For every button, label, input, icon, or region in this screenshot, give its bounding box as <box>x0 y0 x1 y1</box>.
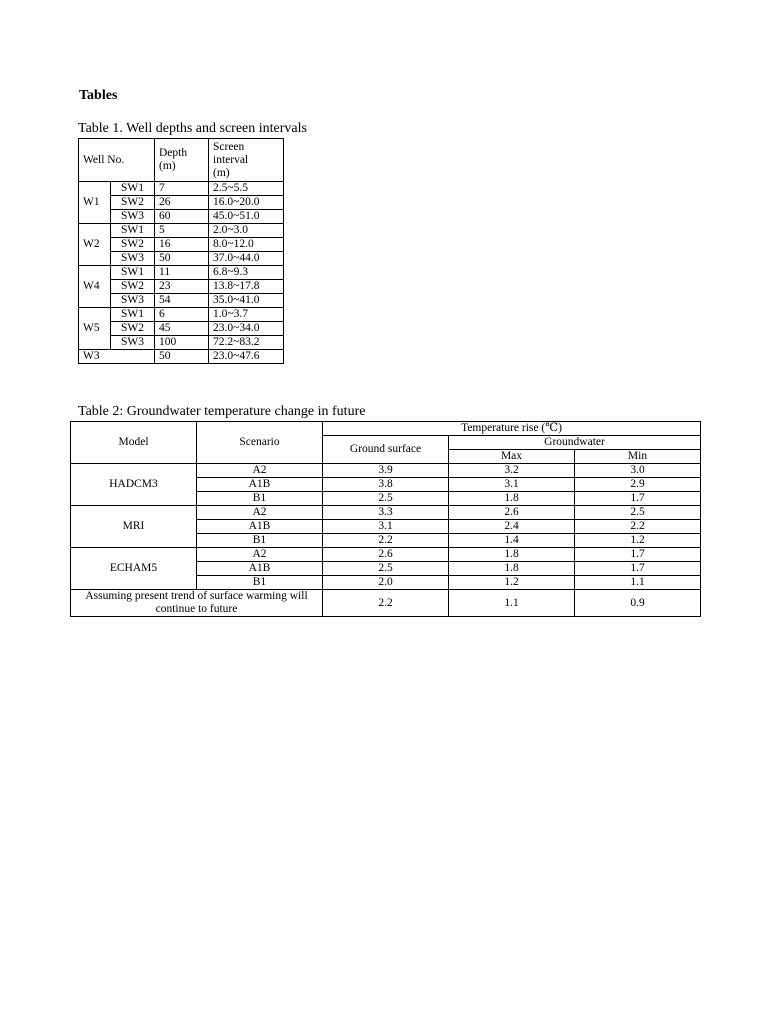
ground-surface-value: 3.3 <box>323 506 449 520</box>
depth-value: 50 <box>155 252 209 266</box>
screen-interval-value: 6.8~9.3 <box>209 266 284 280</box>
scenario-value: A1B <box>197 562 323 576</box>
depth-value: 54 <box>155 294 209 308</box>
screen-interval-value: 45.0~51.0 <box>209 210 284 224</box>
trend-assumption-label: Assuming present trend of surface warming will continue to future <box>71 590 323 617</box>
sub-well: SW1 <box>111 308 155 322</box>
header-max: Max <box>449 450 575 464</box>
groundwater-max-value: 1.2 <box>449 576 575 590</box>
depth-value: 60 <box>155 210 209 224</box>
sub-well: SW1 <box>111 266 155 280</box>
ground-surface-value: 2.5 <box>323 562 449 576</box>
sub-well: SW3 <box>111 336 155 350</box>
scenario-value: A2 <box>197 548 323 562</box>
table-row <box>79 350 284 364</box>
ground-surface-value: 2.6 <box>323 548 449 562</box>
groundwater-max-value: 1.8 <box>449 492 575 506</box>
groundwater-max-value: 1.1 <box>449 590 575 617</box>
scenario-value: A2 <box>197 506 323 520</box>
scenario-value: B1 <box>197 534 323 548</box>
ground-surface-value: 2.2 <box>323 534 449 548</box>
depth-value: 23 <box>155 280 209 294</box>
groundwater-max-value: 3.1 <box>449 478 575 492</box>
groundwater-max-value: 2.6 <box>449 506 575 520</box>
table1-caption: Table 1. Well depths and screen intervals <box>78 121 307 136</box>
header-ground-surface: Ground surface <box>323 436 449 464</box>
table-row <box>79 308 284 322</box>
table-row <box>79 266 284 280</box>
header-scenario: Scenario <box>197 422 323 464</box>
header-row <box>79 139 284 182</box>
table-row <box>71 590 701 617</box>
screen-interval-value: 35.0~41.0 <box>209 294 284 308</box>
screen-interval-value: 2.5~5.5 <box>209 182 284 196</box>
ground-surface-value: 2.2 <box>323 590 449 617</box>
sub-well: SW3 <box>111 294 155 308</box>
screen-interval-value: 37.0~44.0 <box>209 252 284 266</box>
header-screen-interval: Screen interval (m) <box>209 139 284 182</box>
groundwater-min-value: 1.7 <box>575 548 701 562</box>
header-depth: Depth (m) <box>155 139 209 182</box>
depth-value: 6 <box>155 308 209 322</box>
depth-value: 16 <box>155 238 209 252</box>
scenario-value: A2 <box>197 464 323 478</box>
groundwater-max-value: 1.8 <box>449 562 575 576</box>
scenario-value: A1B <box>197 520 323 534</box>
model-name: MRI <box>71 506 197 548</box>
ground-surface-value: 2.0 <box>323 576 449 590</box>
groundwater-min-value: 0.9 <box>575 590 701 617</box>
groundwater-min-value: 3.0 <box>575 464 701 478</box>
depth-value: 7 <box>155 182 209 196</box>
groundwater-max-value: 1.4 <box>449 534 575 548</box>
well-depths-table <box>78 138 284 364</box>
table-row <box>71 548 701 562</box>
sub-well: SW1 <box>111 182 155 196</box>
groundwater-min-value: 2.9 <box>575 478 701 492</box>
table-row <box>71 506 701 520</box>
header-groundwater: Groundwater <box>449 436 701 450</box>
screen-interval-value: 72.2~83.2 <box>209 336 284 350</box>
sub-well: SW2 <box>111 280 155 294</box>
sub-well: SW2 <box>111 238 155 252</box>
well-id: W5 <box>79 308 111 350</box>
header-model: Model <box>71 422 197 464</box>
scenario-value: B1 <box>197 576 323 590</box>
screen-interval-value: 16.0~20.0 <box>209 196 284 210</box>
groundwater-max-value: 3.2 <box>449 464 575 478</box>
screen-interval-value: 23.0~34.0 <box>209 322 284 336</box>
sub-well: SW2 <box>111 322 155 336</box>
header-min: Min <box>575 450 701 464</box>
screen-interval-value: 1.0~3.7 <box>209 308 284 322</box>
sub-well: SW3 <box>111 210 155 224</box>
table-row <box>79 224 284 238</box>
groundwater-min-value: 1.2 <box>575 534 701 548</box>
page-heading: Tables <box>79 88 118 103</box>
ground-surface-value: 2.5 <box>323 492 449 506</box>
model-name: ECHAM5 <box>71 548 197 590</box>
sub-well: SW1 <box>111 224 155 238</box>
groundwater-max-value: 1.8 <box>449 548 575 562</box>
header-temperature-rise: Temperature rise (℃) <box>323 422 701 436</box>
screen-interval-value: 2.0~3.0 <box>209 224 284 238</box>
scenario-value: B1 <box>197 492 323 506</box>
scenario-value: A1B <box>197 478 323 492</box>
screen-interval-value: 8.0~12.0 <box>209 238 284 252</box>
screen-interval-value: 23.0~47.6 <box>209 350 284 364</box>
depth-value: 11 <box>155 266 209 280</box>
model-name: HADCM3 <box>71 464 197 506</box>
well-id: W3 <box>79 350 155 364</box>
groundwater-min-value: 1.1 <box>575 576 701 590</box>
depth-value: 26 <box>155 196 209 210</box>
depth-value: 45 <box>155 322 209 336</box>
temperature-change-table <box>70 421 701 617</box>
depth-value: 5 <box>155 224 209 238</box>
header-row <box>71 422 701 436</box>
screen-interval-value: 13.8~17.8 <box>209 280 284 294</box>
groundwater-min-value: 1.7 <box>575 562 701 576</box>
sub-well: SW3 <box>111 252 155 266</box>
groundwater-min-value: 1.7 <box>575 492 701 506</box>
header-well-no: Well No. <box>79 139 155 182</box>
depth-value: 100 <box>155 336 209 350</box>
ground-surface-value: 3.9 <box>323 464 449 478</box>
ground-surface-value: 3.8 <box>323 478 449 492</box>
well-id: W1 <box>79 182 111 224</box>
table-row <box>79 182 284 196</box>
groundwater-min-value: 2.5 <box>575 506 701 520</box>
well-id: W2 <box>79 224 111 266</box>
well-id: W4 <box>79 266 111 308</box>
groundwater-min-value: 2.2 <box>575 520 701 534</box>
depth-value: 50 <box>155 350 209 364</box>
table-row <box>71 464 701 478</box>
ground-surface-value: 3.1 <box>323 520 449 534</box>
sub-well: SW2 <box>111 196 155 210</box>
groundwater-max-value: 2.4 <box>449 520 575 534</box>
table2-caption: Table 2: Groundwater temperature change in future <box>78 404 366 419</box>
